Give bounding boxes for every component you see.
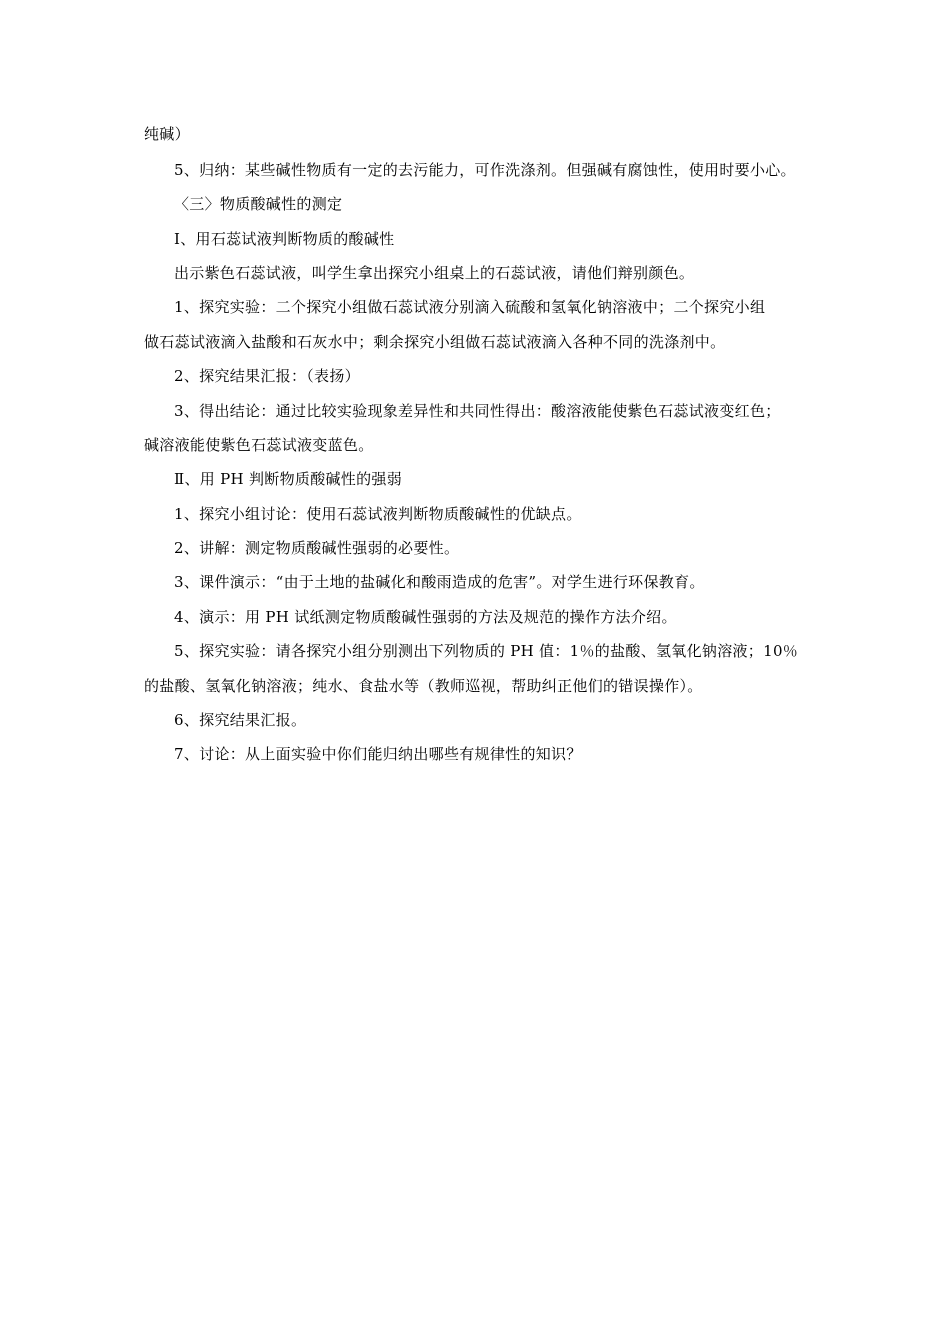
text-line: 2、探究结果汇报：（表扬） bbox=[174, 367, 360, 385]
text-line: 7、讨论：从上面实验中你们能归纳出哪些有规律性的知识？ bbox=[174, 745, 582, 763]
text-line: 做石蕊试液滴入盐酸和石灰水中；剩余探究小组做石蕊试液滴入各种不同的洗涤剂中。 bbox=[144, 333, 726, 351]
text-line: 6、探究结果汇报。 bbox=[174, 711, 307, 729]
text-line: 碱溶液能使紫色石蕊试液变蓝色。 bbox=[144, 436, 374, 454]
text-line: 4、演示：用 PH 试纸测定物质酸碱性强弱的方法及规范的操作方法介绍。 bbox=[174, 608, 677, 626]
text-line: 5、探究实验：请各探究小组分别测出下列物质的 PH 值：1％的盐酸、氢氧化钠溶液；10％ bbox=[174, 642, 799, 660]
text-line: 的盐酸、氢氧化钠溶液；纯水、食盐水等（教师巡视，帮助纠正他们的错误操作）。 bbox=[144, 677, 703, 695]
text-line: 纯碱） bbox=[144, 125, 190, 143]
section-heading: 〈三〉物质酸碱性的测定 bbox=[174, 195, 343, 213]
text-line: 3、课件演示：“由于土地的盐碱化和酸雨造成的危害”。对学生进行环保教育。 bbox=[174, 573, 705, 591]
text-line: 出示紫色石蕊试液，叫学生拿出探究小组桌上的石蕊试液，请他们辩别颜色。 bbox=[174, 264, 695, 282]
subsection-heading: Ⅰ、用石蕊试液判断物质的酸碱性 bbox=[174, 230, 395, 248]
text-line: 5、归纳：某些碱性物质有一定的去污能力，可作洗涤剂。但强碱有腐蚀性，使用时要小心。 bbox=[174, 161, 796, 179]
text-line: 2、讲解：测定物质酸碱性强弱的必要性。 bbox=[174, 539, 460, 557]
text-line: 1、探究小组讨论：使用石蕊试液判断物质酸碱性的优缺点。 bbox=[174, 505, 582, 523]
text-line: 1、探究实验：二个探究小组做石蕊试液分别滴入硫酸和氢氧化钠溶液中；二个探究小组 bbox=[174, 298, 766, 316]
subsection-heading: Ⅱ、用 PH 判断物质酸碱性的强弱 bbox=[174, 470, 403, 488]
text-line: 3、得出结论：通过比较实验现象差异性和共同性得出：酸溶液能使紫色石蕊试液变红色； bbox=[174, 402, 781, 420]
